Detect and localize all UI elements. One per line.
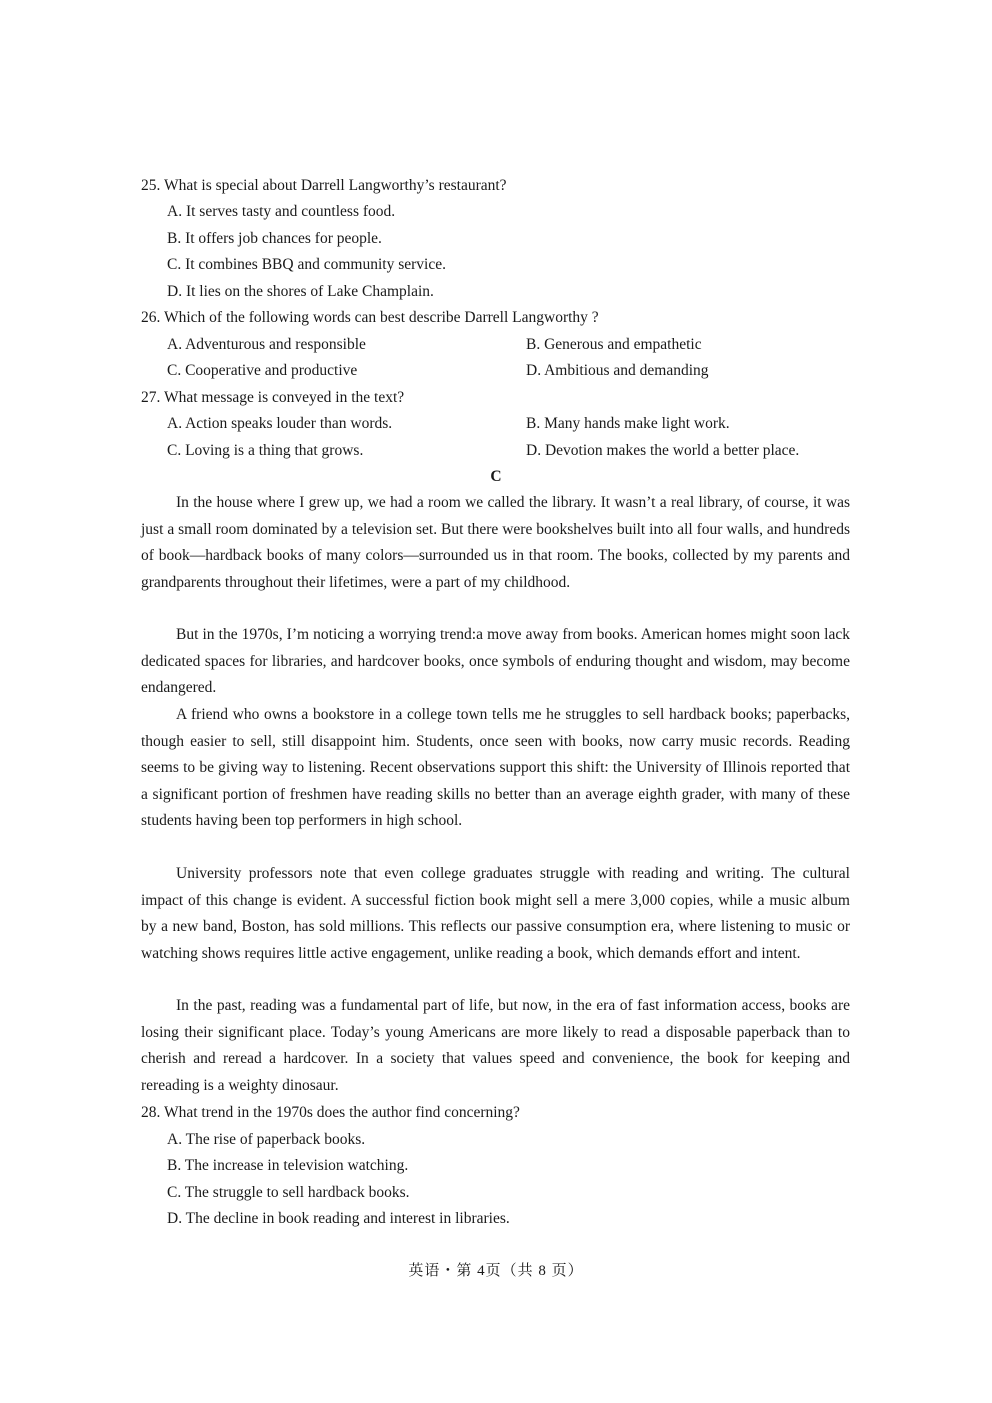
question-27-option-a: A. Action speaks louder than words. [167,415,393,432]
question-25-stem: 25. What is special about Darrell Langworthy’s restaurant? [141,177,507,194]
question-25-option-b: B. It offers job chances for people. [167,230,382,247]
question-26-option-d: D. Ambitious and demanding [526,362,709,379]
question-25-option-c: C. It combines BBQ and community service. [167,256,446,273]
passage-paragraph-3: A friend who owns a bookstore in a college town tells me he struggles to sell hardback books; paperbacks, though easier to sell, still disappoint him. Students, once seen with books, now carry music records. Reading seems to be giving way to listening. Recent observations support this shift: the University of Illinois reported that a significant portion of freshmen have reading skills no better than an average eighth grader, with many of these students having been top performers in high school. [141,706,850,829]
passage-paragraph-5: In the past, reading was a fundamental part of life, but now, in the era of fast information access, books are losing their significant place. Today’s young Americans are more likely to read a disposable paperback than to cherish and reread a hardcover. In a society that values speed and convenience, the book for keeping and rereading is a weighty dinosaur. [141,997,850,1094]
section-c-heading: C [490,468,502,485]
question-28-option-a: A. The rise of paperback books. [167,1131,366,1148]
passage-paragraph-1: In the house where I grew up, we had a room we called the library. It wasn’t a real library, of course, it was just a small room dominated by a television set. But there were bookshelves built into all four walls, and hundreds of book—hardback books of many colors—surrounded us in that room. The books, collected by my parents and grandparents throughout their lifetimes, were a part of my childhood. [141,494,850,591]
question-25-option-d: D. It lies on the shores of Lake Champlain. [167,283,434,300]
question-27-option-c: C. Loving is a thing that grows. [167,442,364,459]
question-25-option-a: A. It serves tasty and countless food. [167,203,396,220]
question-26-option-c: C. Cooperative and productive [167,362,358,379]
question-26-stem: 26. Which of the following words can best describe Darrell Langworthy ? [141,309,599,326]
question-28-option-c: C. The struggle to sell hardback books. [167,1184,410,1201]
question-27-stem: 27. What message is conveyed in the text? [141,389,405,406]
question-26-option-b: B. Generous and empathetic [526,336,702,353]
question-28-stem: 28. What trend in the 1970s does the author find concerning? [141,1104,520,1121]
passage-paragraph-2: But in the 1970s, I’m noticing a worrying trend:a move away from books. American homes might soon lack dedicated spaces for libraries, and hardcover books, once symbols of enduring thought and wisdom, may become endangered. [141,626,850,696]
question-28-option-b: B. The increase in television watching. [167,1157,409,1174]
page-footer: 英语・第 4页（共 8 页） [408,1263,584,1279]
question-26-option-a: A. Adventurous and responsible [167,336,366,353]
passage-paragraph-4: University professors note that even college graduates struggle with reading and writing. The cultural impact of this change is evident. A successful fiction book might sell a mere 3,000 copies, while a music album by a new band, Boston, has sold millions. This reflects our passive consumption era, where listening to music or watching shows requires little active engagement, unlike reading a book, which demands effort and intent. [141,865,850,962]
question-27-option-b: B. Many hands make light work. [526,415,730,432]
question-27-option-d: D. Devotion makes the world a better place. [526,442,800,459]
question-28-option-d: D. The decline in book reading and interest in libraries. [167,1210,510,1227]
